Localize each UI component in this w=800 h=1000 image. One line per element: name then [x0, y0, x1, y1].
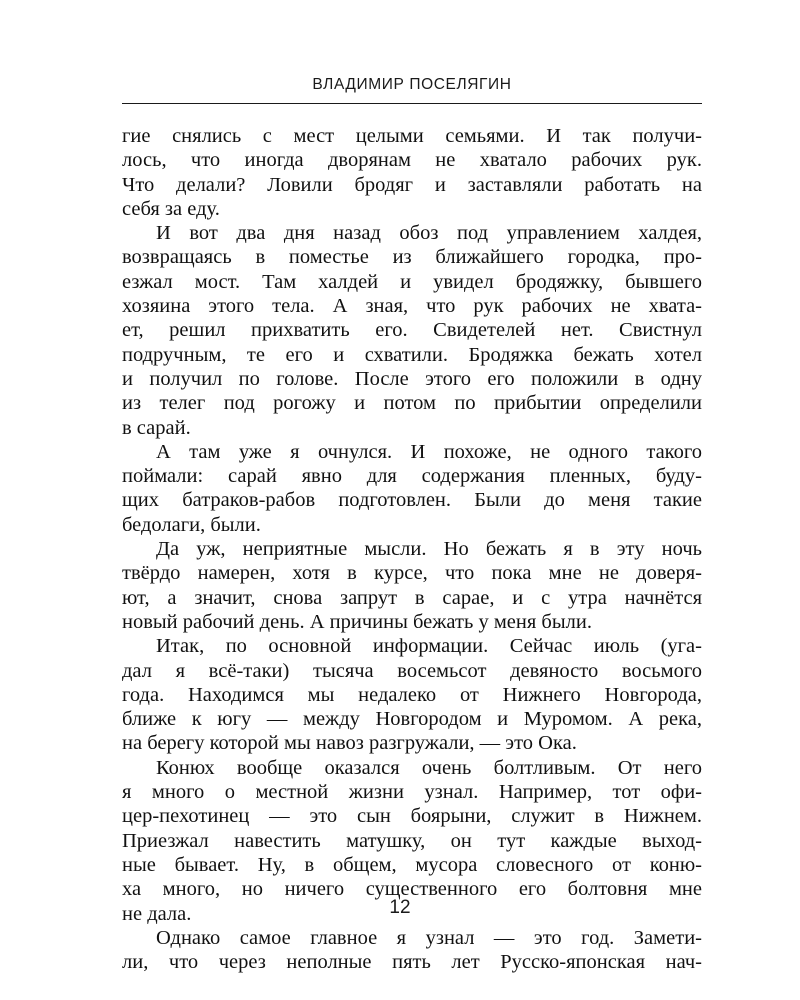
text-line: щих батраков-рабов подготовлен. Были до меня такие — [122, 489, 702, 512]
text-line: ли, что через неполные пять лет Русско-японская нач- — [122, 951, 702, 974]
text-line: в сарай. — [122, 416, 191, 439]
text-line: подручным, те его и схватили. Бродяжка бежать хотел — [122, 343, 702, 366]
text-line: цер-пехотинец — это сын боярыни, служит в Нижнем. — [122, 805, 702, 828]
body-text — [122, 124, 702, 974]
text-line: езжал мост. Там халдей и увидел бродяжку, бывшего — [122, 270, 702, 293]
text-line: не дала. — [122, 902, 192, 925]
text-line: новый рабочий день. А причины бежать у меня были. — [122, 610, 592, 633]
text-line: гие снялись с мест целыми семьями. И так получи- — [122, 125, 702, 147]
text-line: ет, решил прихватить его. Свидетелей нет. Свистнул — [122, 319, 702, 342]
text-line: Итак, по основной информации. Сейчас июль (уга- — [156, 635, 702, 658]
running-title: ВЛАДИМИР ПОСЕЛЯГИН — [312, 76, 512, 93]
text-line: бедолаги, были. — [122, 513, 261, 536]
text-line: ха много, но ничего существенного его болтовня мне — [122, 878, 702, 901]
page-number: 12 — [389, 897, 411, 918]
text-line: поймали: сарай явно для содержания пленных, буду- — [122, 465, 702, 488]
text-line: Да уж, неприятные мысли. Но бежать я в эту ночь — [156, 538, 702, 561]
text-line: себя за еду. — [122, 197, 220, 220]
text-line: А там уже я очнулся. И похоже, не одного такого — [156, 440, 702, 463]
text-line: лось, что иногда дворянам не хватало рабочих рук. — [122, 149, 702, 172]
text-line: Приезжал навестить матушку, он тут каждые выход- — [122, 829, 702, 852]
header-rule — [122, 103, 702, 104]
text-line: возвращаясь в поместье из ближайшего городка, про- — [122, 246, 702, 269]
text-line: дал я всё-таки) тысяча восемьсот девяносто восьмого — [122, 659, 702, 682]
text-line: Однако самое главное я узнал — это год. Замети- — [156, 926, 702, 949]
text-line: Конюх вообще оказался очень болтливым. От него — [156, 756, 702, 779]
text-line: из телег под рогожу и потом по прибытии определили — [122, 392, 702, 415]
text-line: Что делали? Ловили бродяг и заставляли работать на — [122, 173, 702, 196]
text-line: года. Находимся мы недалеко от Нижнего Новгорода, — [122, 683, 702, 706]
text-line: я много о местной жизни узнал. Например, тот офи- — [122, 781, 702, 804]
text-line: ные бывает. Ну, в общем, мусора словесного от коню- — [122, 853, 702, 876]
text-line: хозяина этого тела. А зная, что рук рабочих не хвата- — [122, 295, 702, 318]
text-line: ближе к югу — между Новгородом и Муромом. А река, — [122, 708, 702, 731]
text-line: ют, а значит, снова запрут в сарае, и с утра начнётся — [122, 586, 702, 609]
text-line: И вот два дня назад обоз под управлением халдея, — [156, 222, 702, 245]
text-line: на берегу которой мы навоз разгружали, — это Ока. — [122, 732, 577, 755]
text-line: твёрдо намерен, хотя в курсе, что пока мне не доверя- — [122, 562, 702, 585]
text-line: и получил по голове. После этого его положили в одну — [122, 367, 702, 390]
